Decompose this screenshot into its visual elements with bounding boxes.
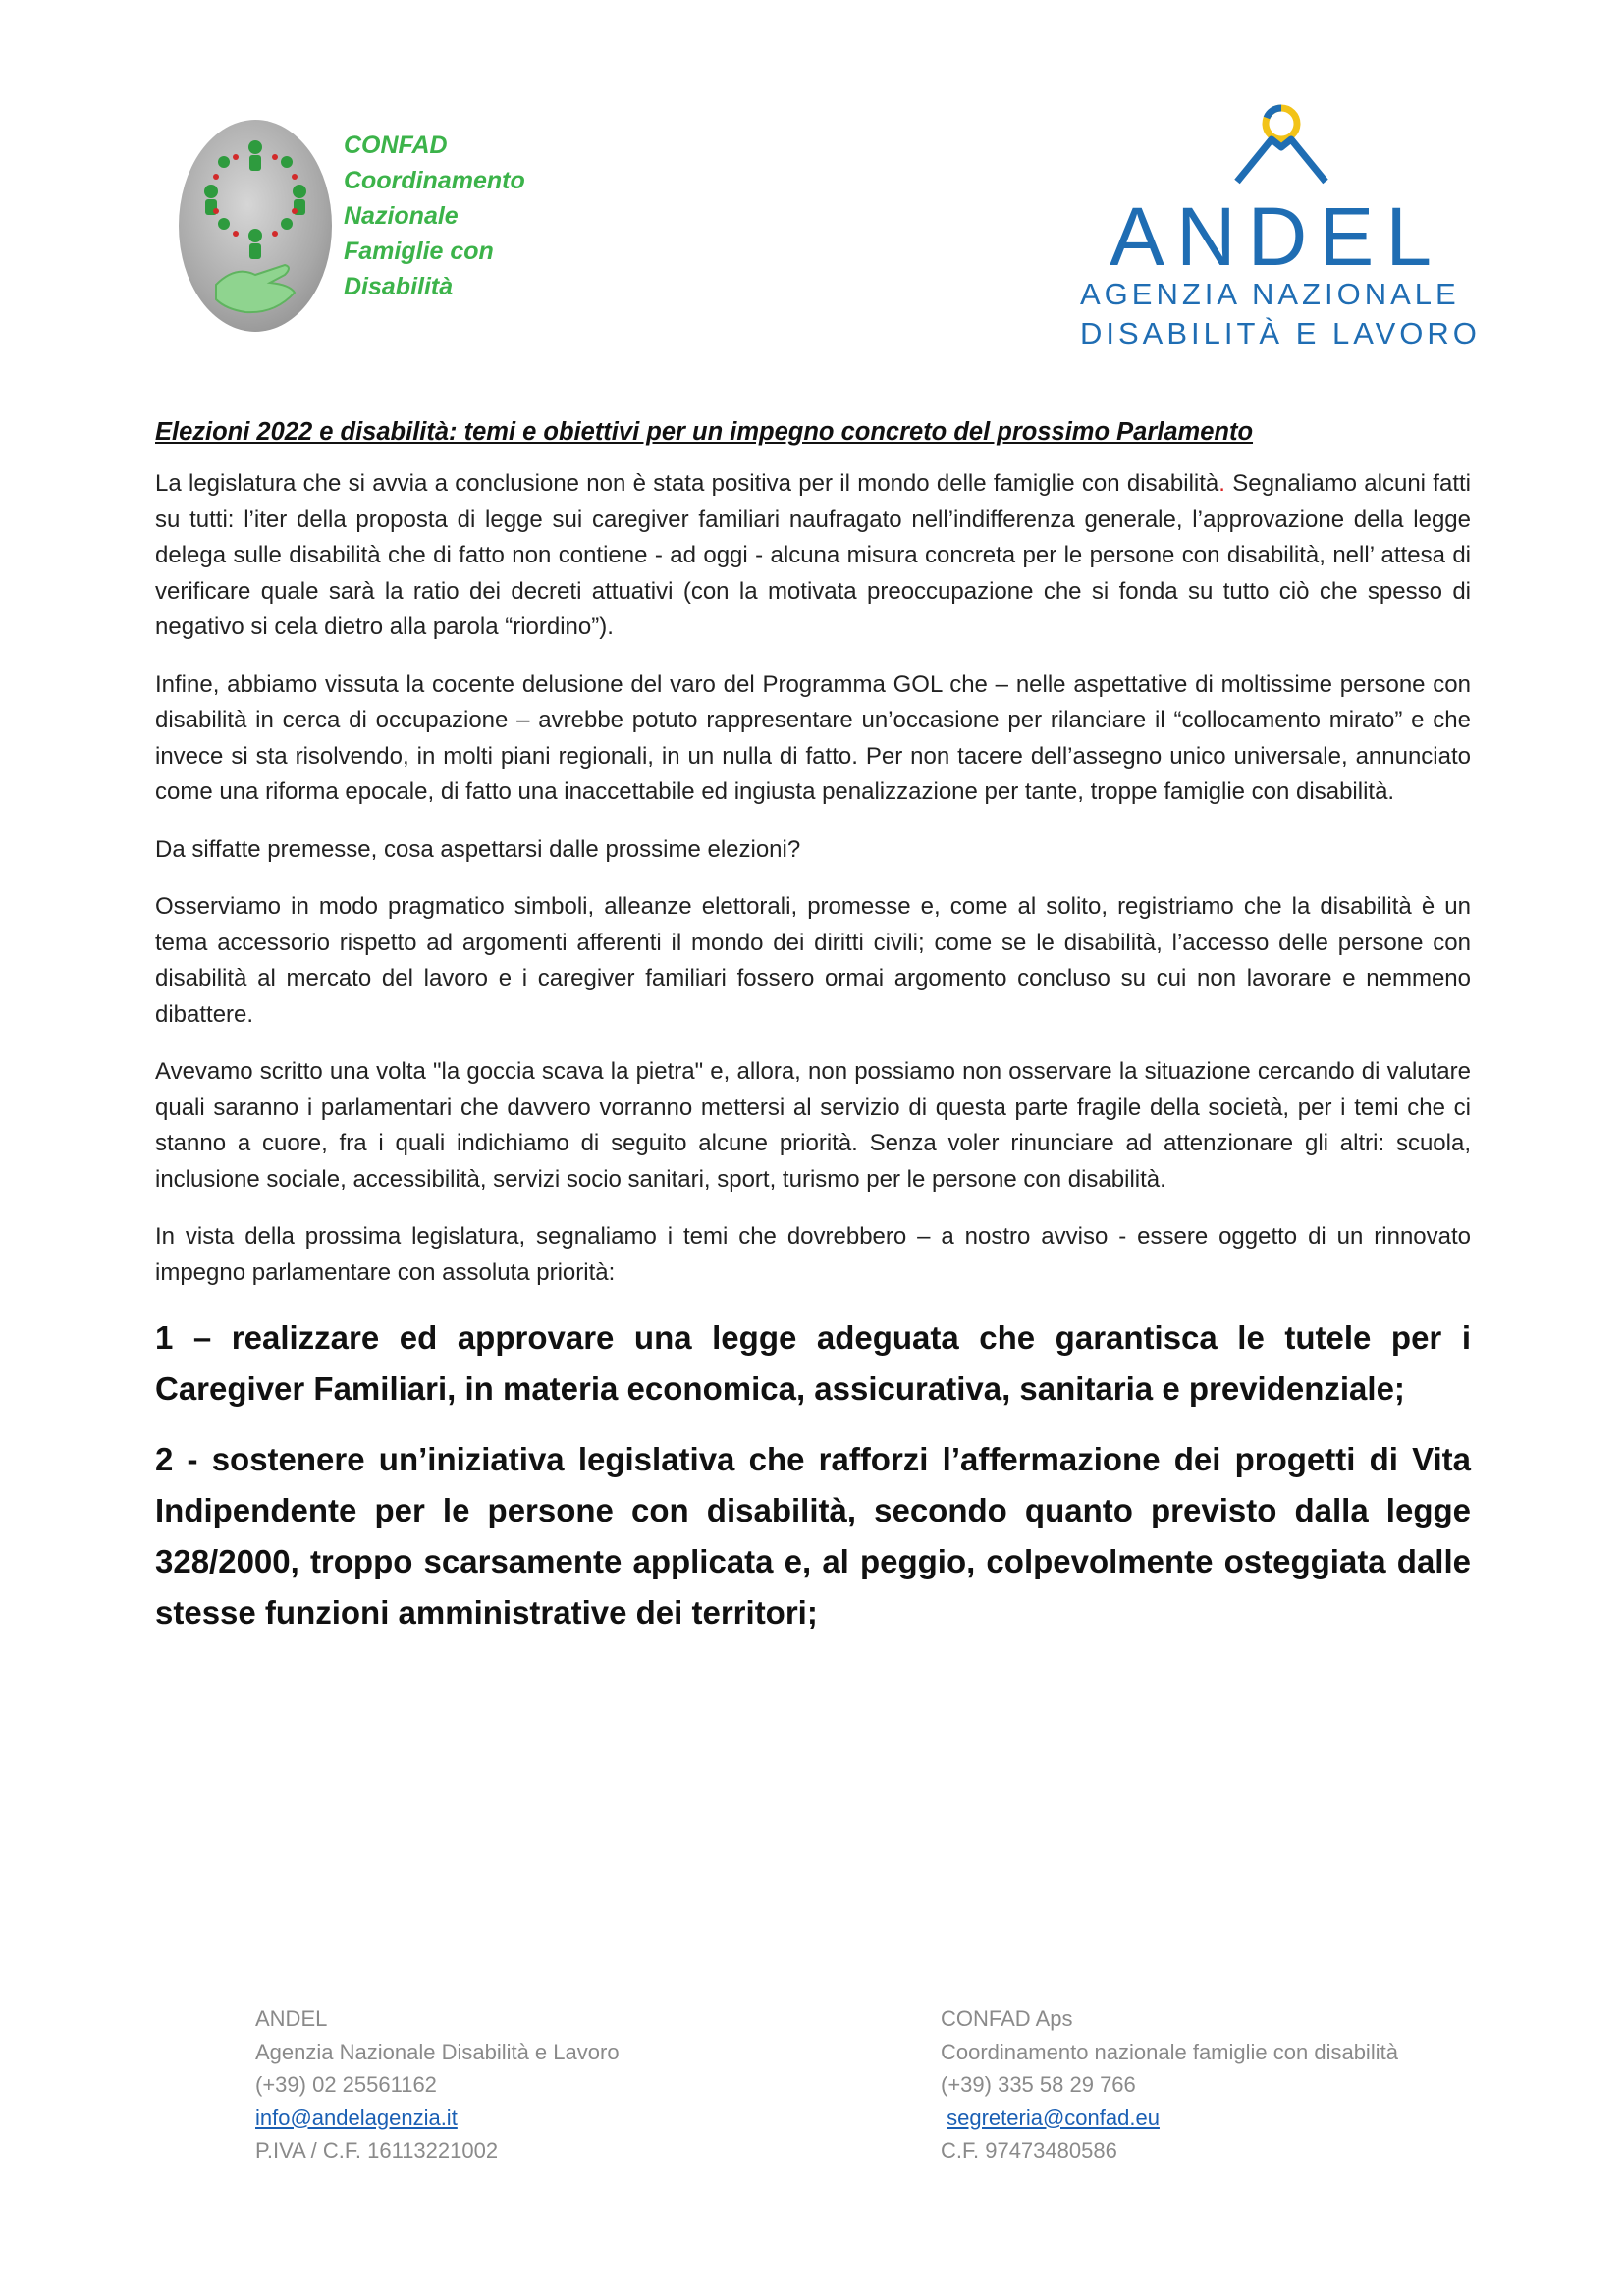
andel-logo bbox=[1070, 98, 1483, 353]
paragraph-3: Da siffatte premesse, cosa aspettarsi dalle prossime elezioni? bbox=[155, 835, 801, 863]
andel-subtitle-line: DISABILITÀ E LAVORO bbox=[1080, 316, 1481, 350]
footer-andel-name: ANDEL bbox=[255, 2006, 328, 2031]
confad-emblem-icon bbox=[177, 118, 334, 334]
priority-point-2: 2 - sostenere un’iniziativa legislativa che rafforzi l’affermazione dei progetti di Vita Indipendente per le persone con disabilità, secondo quanto previsto dalla legge 328/2000, troppo scarsamente applicata e, al peggio, colpevolmente osteggiata dalle stesse funzioni amministrative dei territori; bbox=[155, 1441, 1471, 1630]
paragraph-1-rest: Segnaliamo alcuni fatti su tutti: l’iter della proposta di legge sui caregiver familiari naufragato nell’indifferenza generale, l’approvazione della legge delega sulle disabilità che di fatto non contiene - ad oggi - alcuna misura concreta per le persone con disabilità, nell’ attesa di verificare quale sarà la ratio dei decreti attuativi (con la motivata preoccupazione che si fonda su tutto ciò che spesso di negativo si cela dietro alla parola “riordino”). bbox=[155, 470, 1471, 640]
confad-logo-line: CONFAD bbox=[344, 132, 448, 159]
andel-person-icon bbox=[1218, 98, 1345, 187]
footer-andel-phone: (+39) 02 25561162 bbox=[255, 2072, 437, 2097]
andel-subtitle-line: AGENZIA NAZIONALE bbox=[1080, 277, 1460, 311]
footer-confad bbox=[941, 2002, 1398, 2167]
confad-logo-text bbox=[344, 128, 525, 304]
priority-point-1: 1 – realizzare ed approvare una legge adeguata che garantisca le tutele per i Caregiver Familiari, in materia economica, assicurativa, sanitaria e previdenziale; bbox=[155, 1319, 1471, 1407]
andel-subtitle bbox=[1080, 275, 1481, 353]
footer-andel bbox=[255, 2002, 620, 2167]
paragraph-1-main: La legislatura che si avvia a conclusione non è stata positiva per il mondo delle famiglie con disabilità bbox=[155, 470, 1219, 497]
confad-logo bbox=[177, 118, 550, 344]
footer-confad-tax: C.F. 97473480586 bbox=[941, 2138, 1117, 2163]
paragraph-1-dot: . bbox=[1218, 470, 1225, 497]
confad-logo-line: Nazionale bbox=[344, 202, 459, 230]
document-title: Elezioni 2022 e disabilità: temi e obiettivi per un impegno concreto del prossimo Parlamento bbox=[155, 418, 1254, 446]
paragraph-2: Infine, abbiamo vissuta la cocente delusione del varo del Programma GOL che – nelle aspettative di moltissime persone con disabilità in cerca di occupazione – avrebbe potuto rappresentare un’occasione per rilanciare il “collocamento mirato” e che invece si sta risolvendo, in molti piani regionali, in un nulla di fatto. Per non tacere dell’assegno unico universale, annunciato come una riforma epocale, di fatto una inaccettabile ed ingiusta penalizzazione per tante, troppe famiglie con disabilità. bbox=[155, 670, 1471, 805]
confad-logo-line: Disabilità bbox=[344, 273, 454, 300]
footer-andel-desc: Agenzia Nazionale Disabilità e Lavoro bbox=[255, 2039, 620, 2064]
andel-wordmark-text: ANDEL bbox=[1109, 198, 1444, 277]
footer-confad-name: CONFAD Aps bbox=[941, 2006, 1073, 2031]
paragraph-4: Osserviamo in modo pragmatico simboli, alleanze elettorali, promesse e, come al solito, registriamo che la disabilità è un tema accessorio rispetto ad argomenti afferenti il mondo dei diritti civili; come se le disabilità, l’accesso delle persone con disabilità al mercato del lavoro e i caregiver familiari fossero ormai argomento concluso su cui non lavorare e nemmeno dibattere. bbox=[155, 893, 1471, 1028]
footer-confad-desc: Coordinamento nazionale famiglie con disabilità bbox=[941, 2039, 1398, 2064]
footer-confad-email-link[interactable]: segreteria@confad.eu bbox=[947, 2105, 1160, 2130]
confad-logo-line: Famiglie con bbox=[344, 238, 494, 265]
paragraph-5: Avevamo scritto una volta "la goccia scava la pietra" e, allora, non possiamo non osservare la situazione cercando di valutare quali saranno i parlamentari che davvero vorranno mettersi al servizio di questa parte fragile della società, per i temi che ci stanno a cuore, fra i quali indichiamo di seguito alcune priorità. Senza voler rinunciare ad attenzionare gli altri: scuola, inclusione sociale, accessibilità, servizi socio sanitari, sport, turismo per le persone con disabilità. bbox=[155, 1058, 1471, 1193]
footer-andel-email-link[interactable]: info@andelagenzia.it bbox=[255, 2105, 458, 2130]
paragraph-1 bbox=[155, 466, 1471, 646]
document-body bbox=[155, 418, 1471, 1658]
confad-logo-line: Coordinamento bbox=[344, 167, 525, 194]
andel-wordmark bbox=[1070, 198, 1483, 277]
footer-andel-tax: P.IVA / C.F. 16113221002 bbox=[255, 2138, 499, 2163]
footer-confad-phone: (+39) 335 58 29 766 bbox=[941, 2072, 1136, 2097]
paragraph-6: In vista della prossima legislatura, segnaliamo i temi che dovrebbero – a nostro avviso - essere oggetto di un rinnovato impegno parlamentare con assoluta priorità: bbox=[155, 1223, 1471, 1286]
